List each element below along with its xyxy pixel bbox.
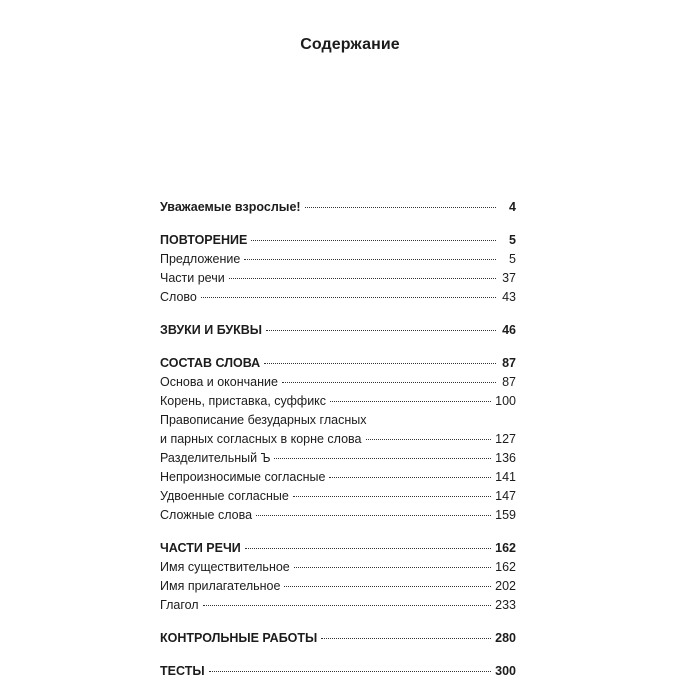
- leader-dots: [294, 567, 491, 568]
- page-number: 5: [509, 252, 516, 266]
- page-number: 136: [495, 451, 516, 465]
- toc-heading-label: КОНТРОЛЬНЫЕ РАБОТЫ: [160, 631, 318, 645]
- leader-dots: [256, 515, 491, 516]
- toc-item-label: Предложение: [160, 252, 241, 266]
- page-number: 43: [502, 290, 516, 304]
- leader-dots: [321, 638, 491, 639]
- leader-dots: [293, 496, 491, 497]
- toc-item-label: Сложные слова: [160, 508, 253, 522]
- leader-dots: [264, 363, 496, 364]
- toc-section: [160, 198, 516, 217]
- page-number: 141: [495, 470, 516, 484]
- toc-item-label: Удвоенные согласные: [160, 489, 289, 503]
- toc-item-label-line1: Правописание безударных гласных: [160, 413, 367, 427]
- leader-dots: [203, 605, 492, 606]
- toc-heading[interactable]: [160, 539, 516, 558]
- toc-heading-label: ПОВТОРЕНИЕ: [160, 233, 248, 247]
- toc-section: [160, 231, 516, 307]
- page-number: 37: [502, 271, 516, 285]
- page-title: Содержание: [300, 36, 400, 53]
- toc-item[interactable]: [160, 250, 516, 269]
- page-number: 162: [495, 541, 516, 555]
- toc-heading-label: ЧАСТИ РЕЧИ: [160, 541, 241, 555]
- toc-item[interactable]: [160, 506, 516, 525]
- toc-heading[interactable]: [160, 198, 516, 217]
- toc-section: [160, 629, 516, 648]
- page-number: 46: [502, 323, 516, 337]
- toc-heading[interactable]: [160, 231, 516, 250]
- leader-dots: [209, 671, 492, 672]
- leader-dots: [366, 439, 492, 440]
- leader-dots: [274, 458, 491, 459]
- page-number: 127: [495, 432, 516, 446]
- page-number: 4: [509, 200, 516, 214]
- toc-section: [160, 662, 516, 681]
- leader-dots: [282, 382, 496, 383]
- leader-dots: [305, 207, 496, 208]
- toc-section: [160, 539, 516, 615]
- toc-item-label: Глагол: [160, 598, 199, 612]
- toc-item[interactable]: [160, 468, 516, 487]
- page-number: 147: [495, 489, 516, 503]
- toc-heading[interactable]: [160, 662, 516, 681]
- leader-dots: [245, 548, 491, 549]
- toc-item-label: и парных согласных в корне слова: [160, 432, 362, 446]
- toc-item[interactable]: [160, 288, 516, 307]
- toc-item[interactable]: [160, 577, 516, 596]
- toc-item[interactable]: [160, 558, 516, 577]
- page-number: 87: [502, 375, 516, 389]
- page-number: 202: [495, 579, 516, 593]
- page-number: 5: [509, 233, 516, 247]
- leader-dots: [266, 330, 496, 331]
- leader-dots: [201, 297, 496, 298]
- page-number: 280: [495, 631, 516, 645]
- toc-heading-label: СОСТАВ СЛОВА: [160, 356, 261, 370]
- toc-section: [160, 321, 516, 340]
- toc-item-label: Части речи: [160, 271, 225, 285]
- leader-dots: [244, 259, 496, 260]
- toc-item[interactable]: [160, 411, 516, 449]
- leader-dots: [229, 278, 496, 279]
- leader-dots: [251, 240, 496, 241]
- toc-item[interactable]: [160, 596, 516, 615]
- toc-item[interactable]: [160, 449, 516, 468]
- toc-item-label: Непроизносимые согласные: [160, 470, 326, 484]
- page-number: 159: [495, 508, 516, 522]
- toc-heading-label: Уважаемые взрослые!: [160, 200, 301, 214]
- toc-item-label: Основа и окончание: [160, 375, 278, 389]
- toc-item[interactable]: [160, 487, 516, 506]
- leader-dots: [284, 586, 491, 587]
- toc-item-line2: [160, 430, 516, 449]
- toc-heading-label: ЗВУКИ И БУКВЫ: [160, 323, 263, 337]
- toc-item-label: Имя прилагательное: [160, 579, 281, 593]
- toc-section: [160, 354, 516, 525]
- table-of-contents: [160, 198, 516, 695]
- toc-item[interactable]: [160, 373, 516, 392]
- toc-heading[interactable]: [160, 629, 516, 648]
- toc-heading[interactable]: [160, 321, 516, 340]
- page-number: 162: [495, 560, 516, 574]
- leader-dots: [329, 477, 491, 478]
- toc-item[interactable]: [160, 269, 516, 288]
- page-number: 300: [495, 664, 516, 678]
- leader-dots: [330, 401, 491, 402]
- toc-heading[interactable]: [160, 354, 516, 373]
- toc-item-label: Разделительный Ъ: [160, 451, 271, 465]
- toc-item-label: Имя существительное: [160, 560, 290, 574]
- toc-item-label: Слово: [160, 290, 197, 304]
- page-number: 100: [495, 394, 516, 408]
- toc-item[interactable]: [160, 392, 516, 411]
- toc-heading-label: ТЕСТЫ: [160, 664, 205, 678]
- page-number: 87: [502, 356, 516, 370]
- page-number: 233: [495, 598, 516, 612]
- toc-item-label: Корень, приставка, суффикс: [160, 394, 327, 408]
